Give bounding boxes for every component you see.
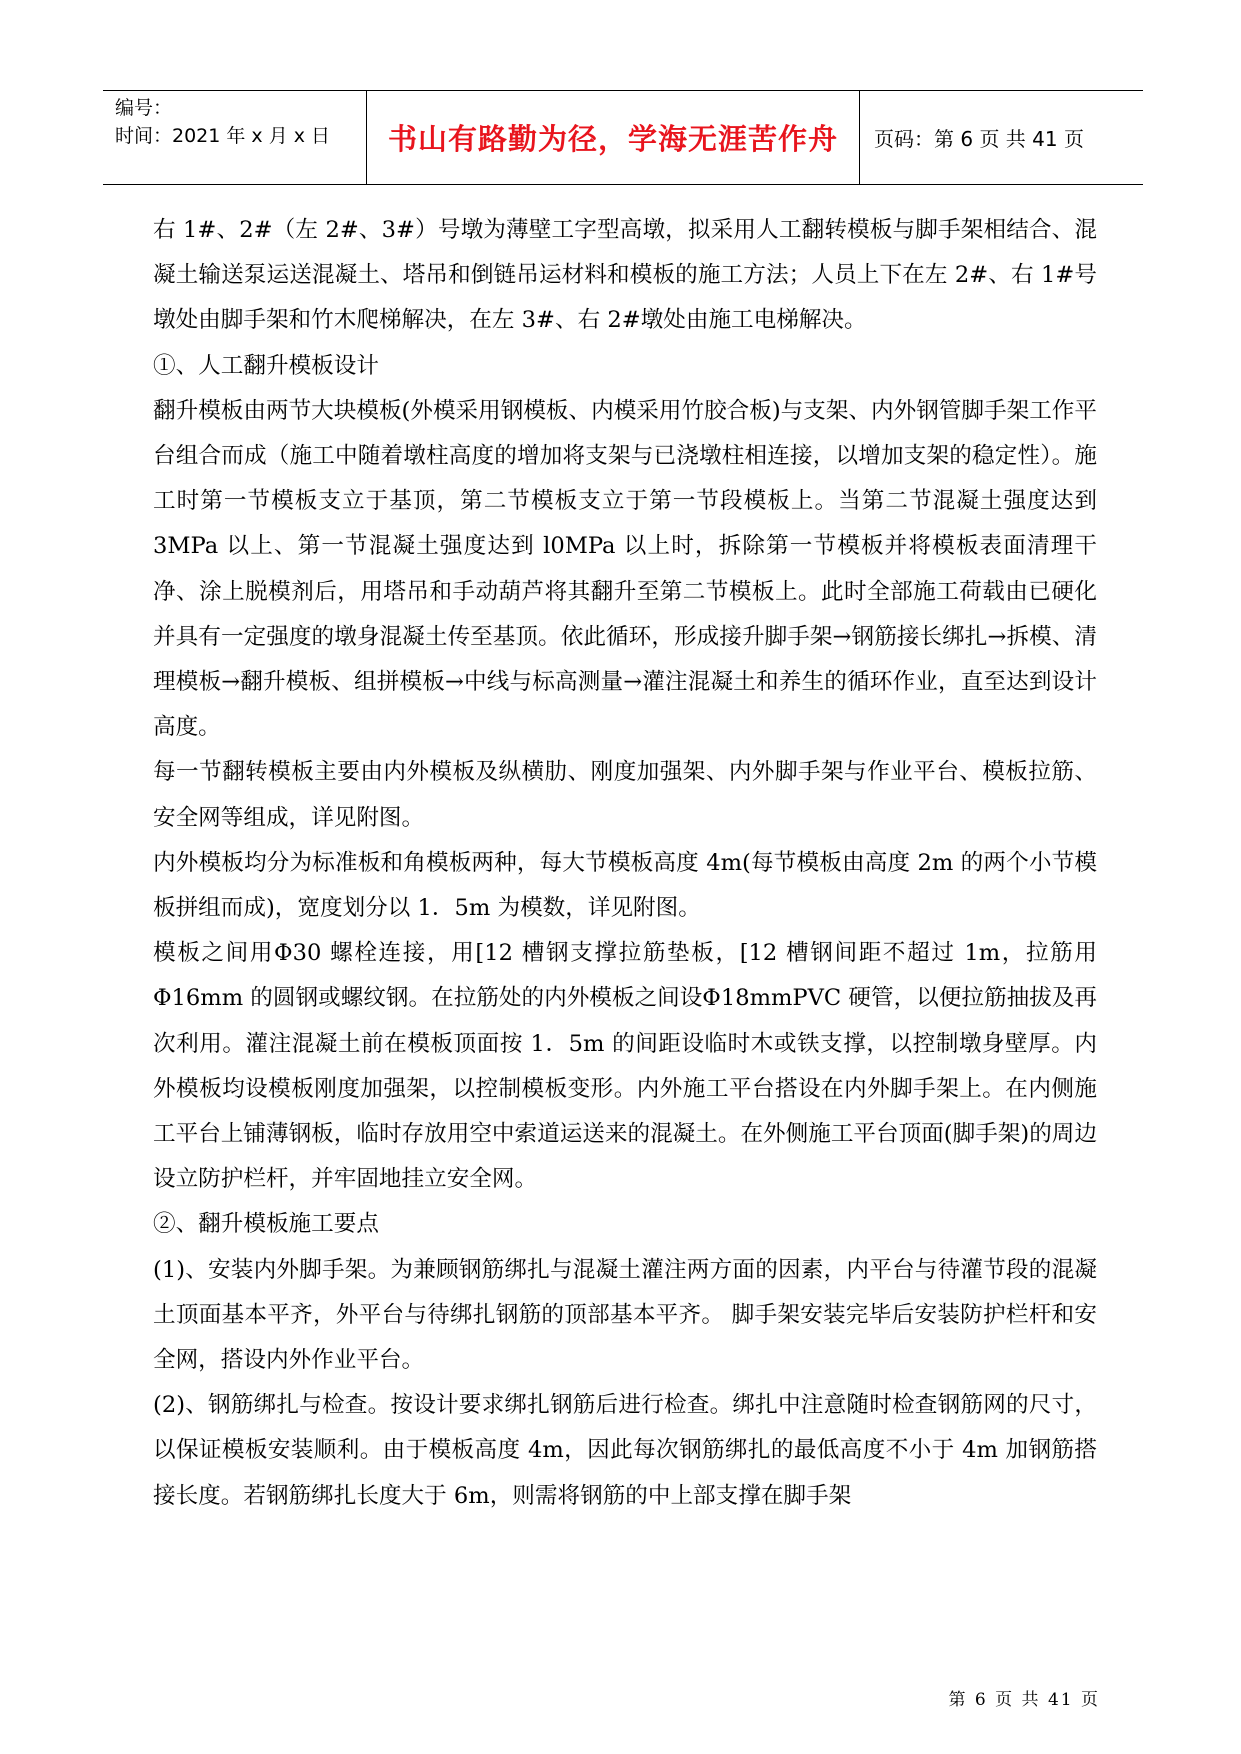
header-page-number: 页码：第 6 页 共 41 页	[874, 127, 1084, 151]
paragraph: (2)、钢筋绑扎与检查。按设计要求绑扎钢筋后进行检查。绑扎中注意随时检查钢筋网的尺寸，以保证模板安装顺利。由于模板高度 4m，因此每次钢筋绑扎的最低高度不小于 4m 加钢筋搭接长度。若钢筋绑扎长度大于 6m，则需将钢筋的中上部支撑在脚手架	[153, 1392, 1097, 1509]
section-heading: ②、翻升模板施工要点	[153, 1211, 379, 1238]
page-header	[103, 90, 1143, 185]
header-meta	[103, 91, 367, 184]
document-body	[153, 208, 1097, 1519]
number-label: 编号：	[115, 97, 173, 119]
header-motto: 书山有路勤为径，学海无涯苦作舟	[367, 91, 860, 184]
paragraph: 右 1#、2#（左 2#、3#）号墩为薄壁工字型高墩，拟采用人工翻转模板与脚手架相结合、混凝土输送泵运送混凝土、塔吊和倒链吊运材料和模板的施工方法；人员上下在左 2#、右 1#号墩处由脚手架和竹木爬梯解决，在左 3#、右 2#墩处由施工电梯解决。	[153, 217, 1097, 334]
paragraph: 内外模板均分为标准板和角模板两种，每大节模板高度 4m(每节模板由高度 2m 的两个小节模板拼组而成)，宽度划分以 1．5m 为模数，详见附图。	[153, 849, 1097, 922]
time-label: 时间：2021 年 x 月 x 日	[115, 125, 331, 147]
paragraph: (1)、安装内外脚手架。为兼顾钢筋绑扎与混凝土灌注两方面的因素，内平台与待灌节段的混凝土顶面基本平齐，外平台与待绑扎钢筋的顶部基本平齐。 脚手架安装完毕后安装防护栏杆和安全网，搭设内外作业平台。	[153, 1256, 1097, 1374]
paragraph: 翻升模板由两节大块模板(外模采用钢模板、内模采用竹胶合板)与支架、内外钢管脚手架工作平台组合而成（施工中随着墩柱高度的增加将支架与已浇墩柱相连接，以增加支架的稳定性）。施工时第一节模板支立于基顶，第二节模板支立于第一节段模板上。当第二节混凝土强度达到 3MPa 以上、第一节混凝土强度达到 l0MPa 以上时，拆除第一节模板并将模板表面清理干净、涂上脱模剂后，用塔吊和手动葫芦将其翻升至第二节模板上。此时全部施工荷载由已硬化并具有一定强度的墩身混凝土传至基顶。依此循环，形成接升脚手架→钢筋接长绑扎→拆模、清理模板→翻升模板、组拼模板→中线与标高测量→灌注混凝土和养生的循环作业，直至达到设计高度。	[153, 397, 1097, 741]
section-heading: ①、人工翻升模板设计	[153, 352, 379, 379]
paragraph: 每一节翻转模板主要由内外模板及纵横肋、刚度加强架、内外脚手架与作业平台、模板拉筋、安全网等组成，详见附图。	[153, 759, 1097, 831]
paragraph: 模板之间用Φ30 螺栓连接，用[12 槽钢支撑拉筋垫板，[12 槽钢间距不超过 1m，拉筋用Φ16mm 的圆钢或螺纹钢。在拉筋处的内外模板之间设Φ18mmPVC 硬管，以便拉筋抽拔及再次利用。灌注混凝土前在模板顶面按 1．5m 的间距设临时木或铁支撑，以控制墩身壁厚。内外模板均设模板刚度加强架，以控制模板变形。内外施工平台搭设在内外脚手架上。在内侧施工平台上铺薄钢板，临时存放用空中索道运送来的混凝土。在外侧施工平台顶面(脚手架)的周边设立防护栏杆，并牢固地挂立安全网。	[153, 940, 1097, 1193]
page-footer: 第 6 页 共 41 页	[948, 1690, 1100, 1710]
